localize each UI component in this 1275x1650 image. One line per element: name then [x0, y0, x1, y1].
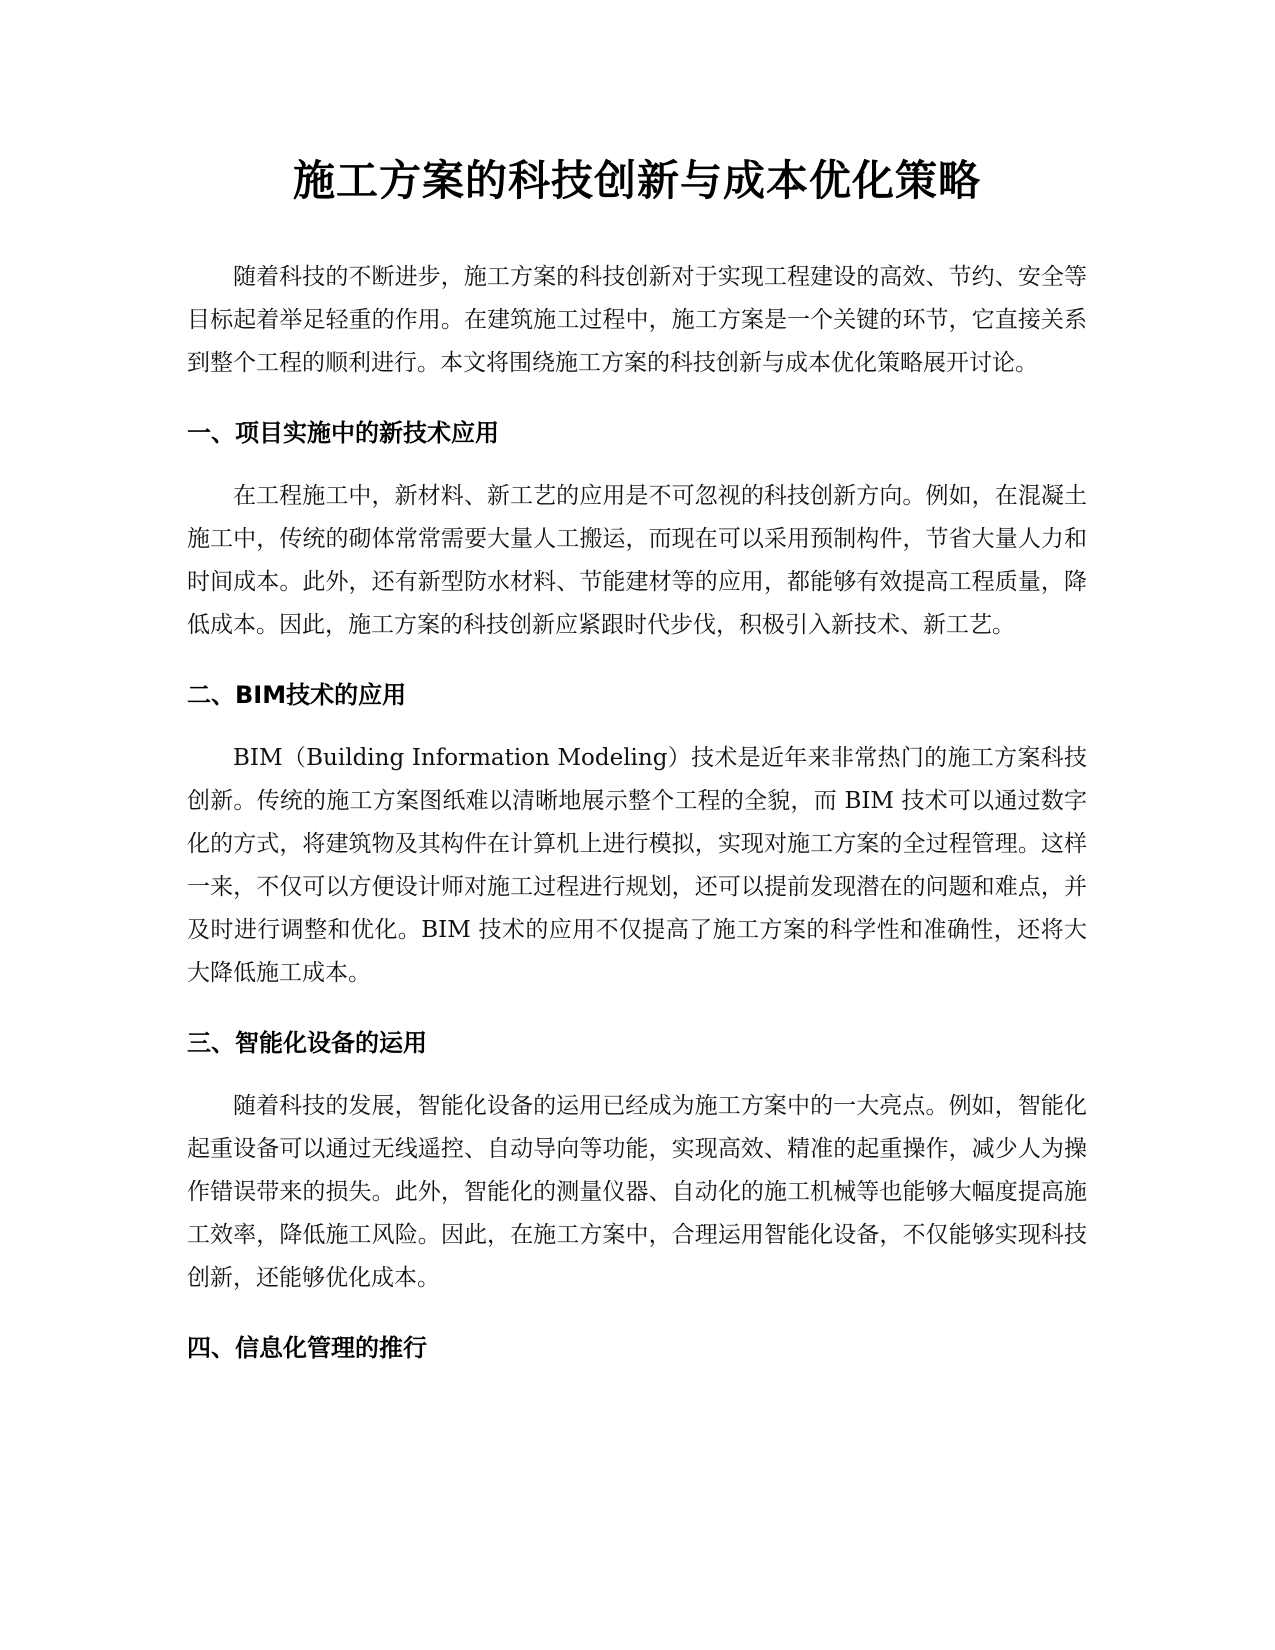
section-body-smart-equipment: 随着科技的发展，智能化设备的运用已经成为施工方案中的一大亮点。例如，智能化起重设备可以通过无线遥控、自动导向等功能，实现高效、精准的起重操作，减少人为操作错误带来的损失。此外，智能化的测量仪器、自动化的施工机械等也能够大幅度提高施工效率，降低施工风险。因此，在施工方案中，合理运用智能化设备，不仅能够实现科技创新，还能够优化成本。 — [187, 1093, 1087, 1291]
section-heading-new-tech: 一、项目实施中的新技术应用 — [187, 419, 499, 447]
section-heading-bim: 二、BIM技术的应用 — [187, 681, 407, 709]
section-heading-information-management: 四、信息化管理的推行 — [187, 1334, 427, 1362]
document-title: 施工方案的科技创新与成本优化策略 — [292, 156, 981, 205]
section-body-new-tech: 在工程施工中，新材料、新工艺的应用是不可忽视的科技创新方向。例如，在混凝土施工中，传统的砌体常常需要大量人工搬运，而现在可以采用预制构件，节省大量人力和时间成本。此外，还有新型防水材料、节能建材等的应用，都能够有效提高工程质量，降低成本。因此，施工方案的科技创新应紧跟时代步伐，积极引入新技术、新工艺。 — [187, 483, 1087, 638]
document-content — [187, 150, 1087, 1390]
section-body-bim: BIM（Building Information Modeling）技术是近年来非常热门的施工方案科技创新。传统的施工方案图纸难以清晰地展示整个工程的全貌，而 BIM 技术可以通过数字化的方式，将建筑物及其构件在计算机上进行模拟，实现对施工方案的全过程管理。这样一来，不仅可以方便设计师对施工过程进行规划，还可以提前发现潜在的问题和难点，并及时进行调整和优化。BIM 技术的应用不仅提高了施工方案的科学性和准确性，还将大大降低施工成本。 — [187, 745, 1087, 986]
intro-paragraph: 随着科技的不断进步，施工方案的科技创新对于实现工程建设的高效、节约、安全等目标起着举足轻重的作用。在建筑施工过程中，施工方案是一个关键的环节，它直接关系到整个工程的顺利进行。本文将围绕施工方案的科技创新与成本优化策略展开讨论。 — [187, 264, 1087, 376]
section-heading-smart-equipment: 三、智能化设备的运用 — [187, 1029, 427, 1057]
